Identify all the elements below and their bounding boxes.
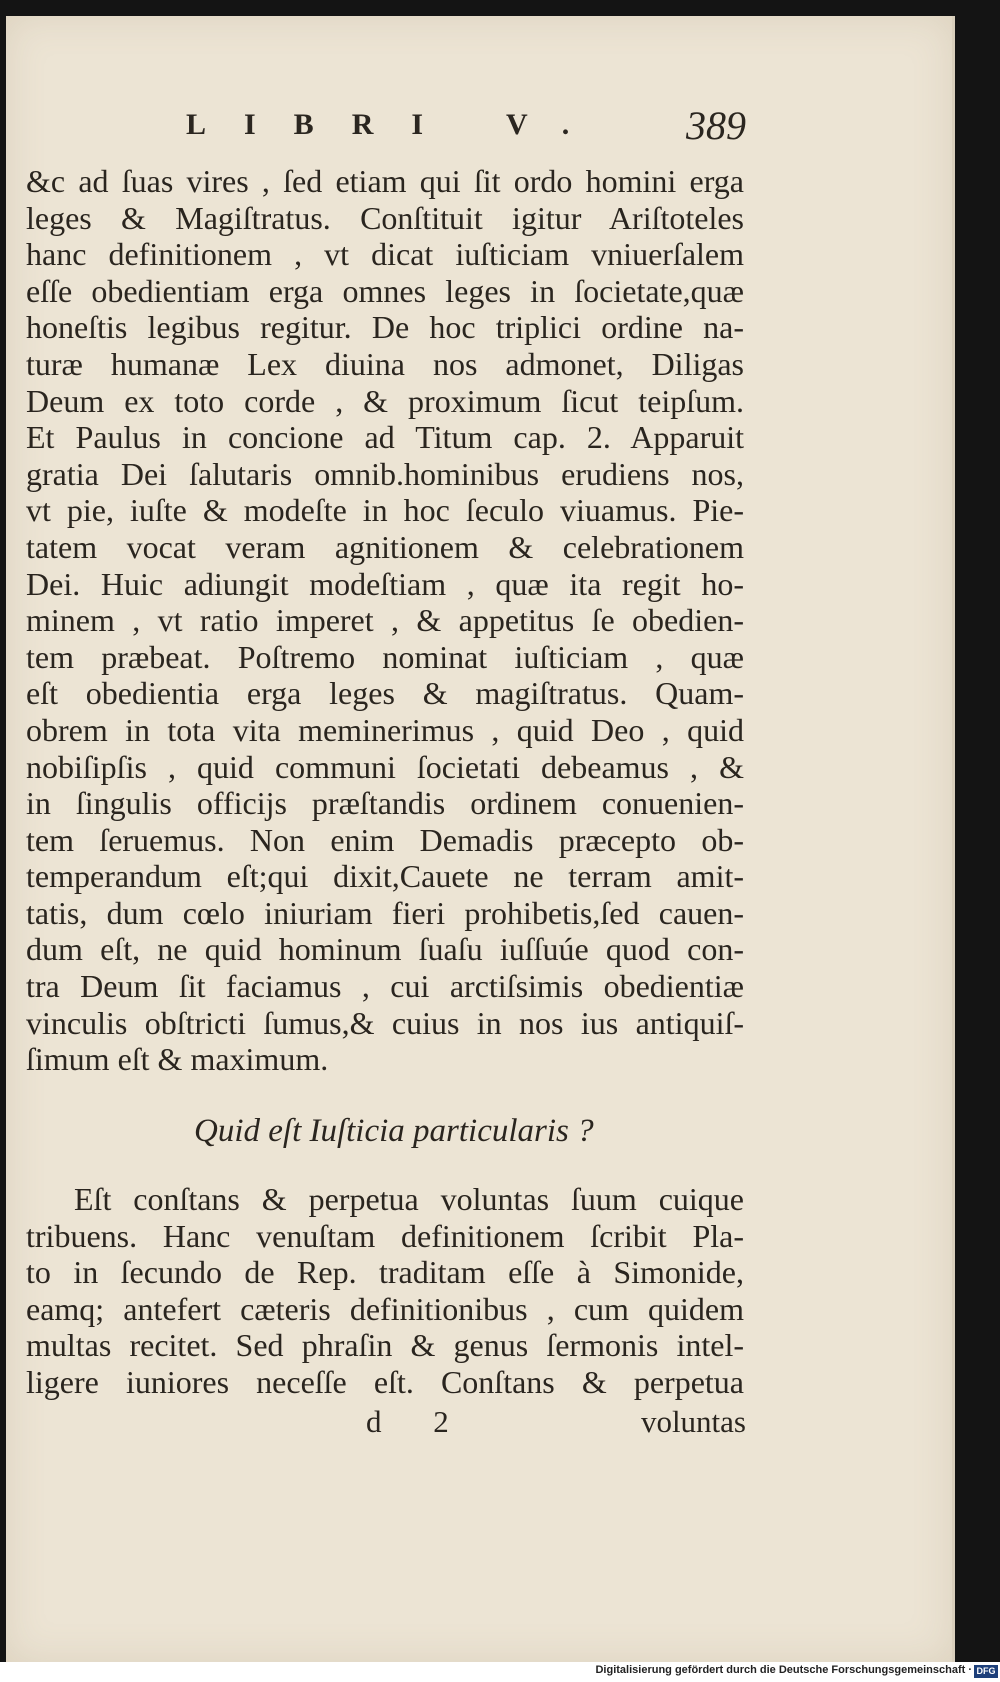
- section-paragraph: [26, 1181, 744, 1401]
- text-line: ſimum eſt & maximum.: [26, 1041, 329, 1078]
- text-line: vt pie, iuſte & modeſte in hoc ſeculo viuamus. Pie-: [26, 492, 744, 529]
- page-header: [186, 102, 746, 152]
- text-line: tatem vocat veram agnitionem & celebrationem: [26, 528, 744, 565]
- text-line: eſſe obedientiam erga omnes leges in ſocietate,quæ: [26, 272, 744, 309]
- text-line: turæ humanæ Lex diuina nos admonet, Diligas: [26, 345, 744, 382]
- text-line: tra Deum ſit faciamus , cui arctiſsimis obedientiæ: [26, 968, 744, 1005]
- text-line: tem ſeruemus. Non enim Demadis præcepto ob-: [26, 821, 744, 858]
- text-line: tatis, dum cœlo iniuriam fieri prohibetis,ſed cauen-: [26, 894, 744, 931]
- page-number: 389: [686, 103, 746, 148]
- text-line: hanc definitionem , vt dicat iuſticiam vniuerſalem: [26, 236, 744, 273]
- text-line: Eſt conſtans & perpetua voluntas ſuum cuique: [74, 1181, 744, 1217]
- text-line: minem , vt ratio imperet , & appetitus ſe obedien-: [26, 602, 744, 639]
- text-line: temperandum eſt;qui dixit,Cauete ne terram amit-: [26, 858, 744, 895]
- credit-bar: [0, 1662, 1000, 1682]
- text-line: dum eſt, ne quid hominum ſuaſu iuſſuúe quod con-: [26, 931, 744, 968]
- text-line: Dei. Huic adiungit modeſtiam , quæ ita regit ho-: [26, 565, 744, 602]
- text-line: obrem in tota vita meminerimus , quid Deo , quid: [26, 711, 744, 748]
- dfg-logo-icon: DFG: [974, 1665, 998, 1678]
- text-line: eamq; antefert cæteris definitionibus , cum quidem: [26, 1290, 744, 1327]
- signature-mark: d 2: [366, 1404, 471, 1439]
- running-head: LIBRI V.: [186, 108, 608, 141]
- text-line: Et Paulus in concione ad Titum cap. 2. Apparuit: [26, 419, 744, 456]
- text-line: multas recitet. Sed phraſin & genus ſermonis intel-: [26, 1327, 744, 1364]
- body-paragraph: [26, 163, 744, 1078]
- text-line: leges & Magiſtratus. Conſtituit igitur Ariſtoteles: [26, 199, 744, 236]
- section-heading: Quid eſt Iuſticia particularis ?: [194, 1113, 594, 1149]
- text-line: in ſingulis officijs præſtandis ordinem conuenien-: [26, 785, 744, 822]
- text-line: gratia Dei ſalutaris omnib.hominibus erudiens nos,: [26, 455, 744, 492]
- text-line: eſt obedientia erga leges & magiſtratus. Quam-: [26, 675, 744, 712]
- text-line: vinculis obſtricti ſumus,& cuius in nos ius antiquiſ-: [26, 1004, 744, 1041]
- book-page: [6, 16, 955, 1662]
- page-footer: [366, 1404, 746, 1444]
- text-line: tem præbeat. Poſtremo nominat iuſticiam , quæ: [26, 638, 744, 675]
- funding-credit: Digitalisierung gefördert durch die Deutsche Forschungsgemeinschaft ·: [595, 1664, 972, 1676]
- text-line: tribuens. Hanc venuſtam definitionem ſcribit Pla-: [26, 1217, 744, 1254]
- text-line: honeſtis legibus regitur. De hoc triplici ordine na-: [26, 309, 744, 346]
- catchword: voluntas: [640, 1404, 746, 1439]
- text-line: ligere iuniores neceſſe eſt. Conſtans & perpetua: [26, 1363, 744, 1400]
- text-line: nobiſipſis , quid communi ſocietati debeamus , &: [26, 748, 744, 785]
- text-line: to in ſecundo de Rep. traditam eſſe à Simonide,: [26, 1254, 744, 1291]
- text-line: Deum ex toto corde , & proximum ſicut teipſum.: [26, 382, 744, 419]
- text-line: &c ad ſuas vires , ſed etiam qui ſit ordo homini erga: [26, 163, 744, 199]
